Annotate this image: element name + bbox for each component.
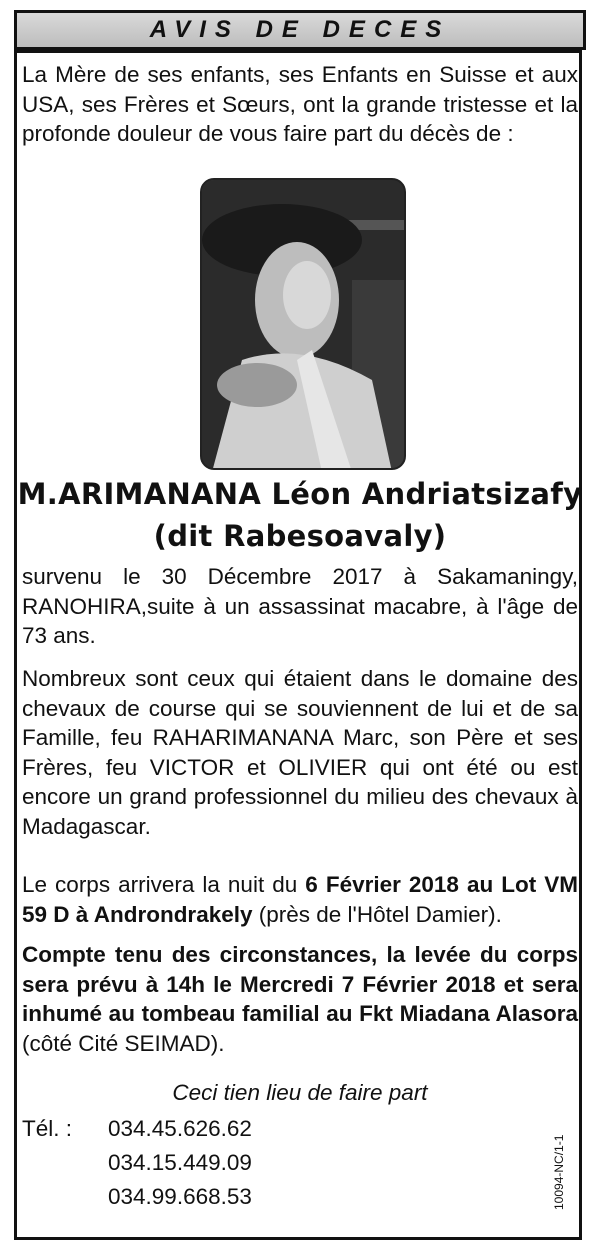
notice-header — [14, 10, 586, 50]
arrival-text-bold: 6 Février 2018 au Lot VM 59 D à Androndrakely — [22, 872, 579, 927]
portrait-image — [202, 180, 406, 470]
deceased-name: M.ARIMANANA Léon Andriatsizafy — [17, 477, 583, 511]
portrait-photo — [200, 178, 406, 470]
phone-number-3: 034.99.668.53 — [108, 1184, 252, 1209]
ceremony-text-post: (côté Cité SEIMAD). — [22, 1030, 225, 1056]
closing-line: Ceci tien lieu de faire part — [172, 1080, 428, 1105]
reference-code: 10094-NC/1-1 — [552, 1134, 566, 1210]
intro-paragraph: La Mère de ses enfants, ses Enfants en Suisse et aux USA, ses Frères et Sœurs, ont la grande tristesse et la profonde douleur de vous faire part du décès de : — [22, 62, 578, 146]
deceased-alias: (dit Rabesoavaly) — [153, 519, 447, 553]
ceremony-text-bold: Compte tenu des circonstances, la levée du corps sera prévu à 14h le Mercredi 7 Février 2018 et sera inhumé au tombeau familial au Fkt Miadana Alasora — [22, 942, 578, 1026]
arrival-text-pre: Le corps arrivera la nuit du — [22, 872, 306, 897]
arrival-text-post: (près de l'Hôtel Damier). — [252, 901, 502, 927]
phone-number-2: 034.15.449.09 — [108, 1150, 252, 1175]
arrival-paragraph — [22, 870, 578, 929]
phone-number-1: 034.45.626.62 — [108, 1116, 252, 1141]
phone-label: Tél. : — [22, 1116, 73, 1141]
notice-title: AVIS DE DECES — [149, 16, 451, 43]
ceremony-paragraph — [22, 940, 578, 1058]
death-paragraph: survenu le 30 Décembre 2017 à Sakamaningy, RANOHIRA,suite à un assassinat macabre, à l'âge de 73 ans. — [22, 564, 578, 648]
tribute-paragraph: Nombreux sont ceux qui étaient dans le domaine des chevaux de course qui se souviennent de lui et de sa Famille, feu RAHARIMANANA Marc, son Père et ses Frères, feu VICTOR et OLIVIER qui ont été ou est encore un grand professionnel du milieu des chevaux à Madagascar. — [22, 666, 578, 839]
